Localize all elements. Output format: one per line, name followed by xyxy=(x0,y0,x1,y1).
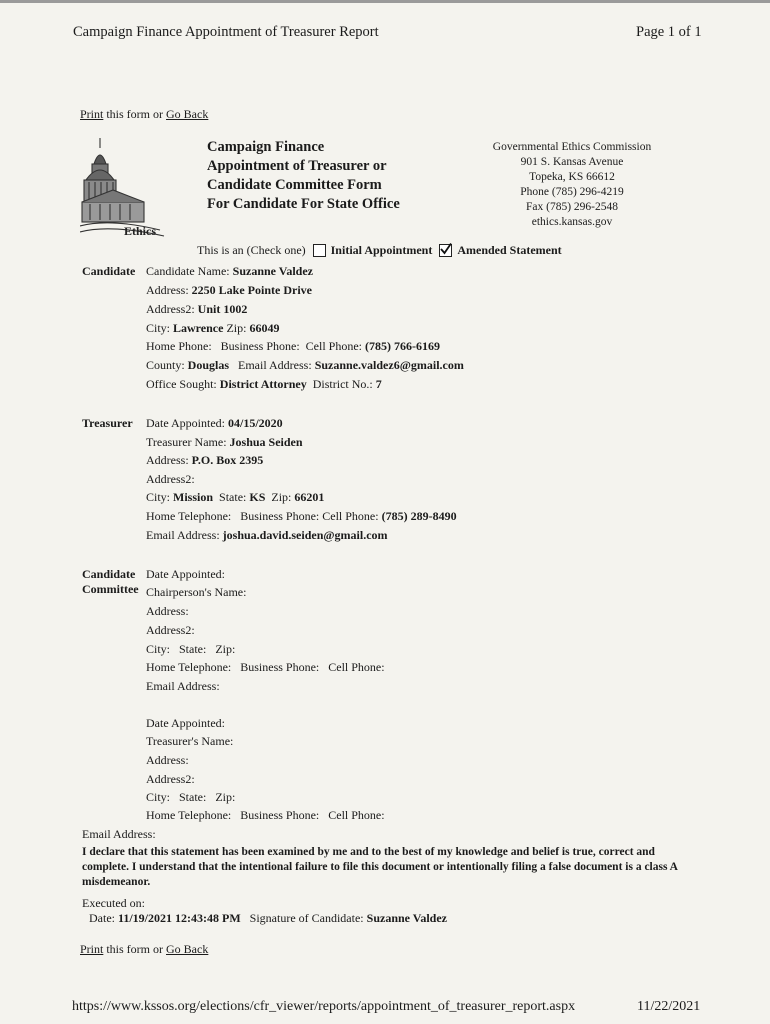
print-footer-url: https://www.kssos.org/elections/cfr_viewer/reports/appointment_of_treasurer_report.aspx xyxy=(72,999,576,1014)
committee-section-line: Candidate xyxy=(82,567,136,581)
commission-name: Governmental Ethics Commission xyxy=(492,141,652,153)
form-title-line: Candidate Committee Form xyxy=(207,177,382,193)
initial-appointment-checkbox[interactable] xyxy=(313,244,326,257)
field-label: Zip: xyxy=(223,321,250,335)
check-prompt: This is an (Check one) xyxy=(197,243,306,257)
committee-treasurer-date-row: Date Appointed: xyxy=(146,716,225,730)
amended-statement-label: Amended Statement xyxy=(457,243,562,257)
treasurer-phone-row xyxy=(146,509,457,524)
candidate-name: Suzanne Valdez xyxy=(232,264,313,278)
candidate-county-row xyxy=(146,358,464,373)
print-header-title: Campaign Finance Appointment of Treasurer Report xyxy=(73,24,379,40)
committee-treasurer-name-row: Treasurer's Name: xyxy=(146,734,234,748)
candidate-city-row xyxy=(146,321,279,336)
field-label: Address: xyxy=(146,453,192,467)
committee-phone-row: Home Telephone: Business Phone: Cell Phone: xyxy=(146,660,385,674)
field-label: District No.: xyxy=(306,377,376,391)
committee-section-line: Committee xyxy=(82,582,139,596)
print-footer-date: 11/22/2021 xyxy=(637,999,701,1014)
field-label: Date Appointed: xyxy=(146,416,228,430)
treasurer-state: KS xyxy=(249,490,266,504)
emblem-caption: Ethics xyxy=(124,224,157,238)
field-label: Treasurer Name: xyxy=(146,435,230,449)
capitol-ethics-emblem xyxy=(80,134,166,238)
committee-treasurer-email-row: Email Address: xyxy=(82,827,156,841)
candidate-address-row xyxy=(146,283,312,298)
candidate-address2: Unit 1002 xyxy=(197,302,248,316)
checkmark-icon xyxy=(439,242,453,256)
field-label: City: xyxy=(146,321,174,335)
field-label: Candidate Name: xyxy=(146,264,233,278)
committee-treasurer-phone-row: Home Telephone: Business Phone: Cell Phone: xyxy=(146,808,385,822)
commission-address xyxy=(474,140,670,230)
treasurer-cell-phone: (785) 289-8490 xyxy=(381,509,457,523)
treasurer-city-row xyxy=(146,490,324,505)
candidate-email: Suzanne.valdez6@gmail.com xyxy=(314,358,464,372)
candidate-section-label: Candidate xyxy=(82,264,136,278)
committee-chair-row: Chairperson's Name: xyxy=(146,585,247,599)
committee-city-row: City: State: Zip: xyxy=(146,642,236,656)
candidate-signature: Suzanne Valdez xyxy=(366,911,447,925)
field-label: Address2: xyxy=(146,302,198,316)
treasurer-address-row xyxy=(146,453,263,468)
print-link[interactable]: Print xyxy=(80,942,104,956)
executed-label: Executed on: xyxy=(82,896,145,910)
statement-type-row xyxy=(197,243,562,258)
form-title-line: Campaign Finance xyxy=(207,139,325,155)
field-label: County: xyxy=(146,358,188,372)
print-header-page: Page 1 of 1 xyxy=(636,24,702,40)
treasurer-name-row xyxy=(146,435,303,450)
treasurer-email: joshua.david.seiden@gmail.com xyxy=(222,528,388,542)
field-label: Email Address: xyxy=(229,358,315,372)
committee-date-row: Date Appointed: xyxy=(146,567,225,581)
nav-bottom xyxy=(80,942,208,957)
candidate-office: District Attorney xyxy=(219,377,307,391)
field-label: Office Sought: xyxy=(146,377,220,391)
candidate-cell-phone: (785) 766-6169 xyxy=(365,339,440,353)
executed-row xyxy=(89,911,447,926)
candidate-phone-row xyxy=(146,339,440,354)
commission-fax: Fax (785) 296-2548 xyxy=(526,201,618,213)
committee-address2-row: Address2: xyxy=(146,623,195,637)
committee-treasurer-city-row: City: State: Zip: xyxy=(146,790,236,804)
candidate-address2-row xyxy=(146,302,247,317)
initial-appointment-label: Initial Appointment xyxy=(330,243,433,257)
commission-phone: Phone (785) 296-4219 xyxy=(520,186,624,198)
treasurer-city: Mission xyxy=(173,490,214,504)
candidate-name-row xyxy=(146,264,313,279)
field-label: Date: xyxy=(89,911,118,925)
field-label: Home Phone: Business Phone: Cell Phone: xyxy=(146,339,365,353)
treasurer-email-row xyxy=(146,528,388,543)
treasurer-address2-row: Address2: xyxy=(146,472,195,486)
nav-text: this form or xyxy=(103,107,167,121)
form-title-line: For Candidate For State Office xyxy=(207,196,400,212)
treasurer-date: 04/15/2020 xyxy=(227,416,283,430)
commission-street: 901 S. Kansas Avenue xyxy=(520,156,624,168)
candidate-county: Douglas xyxy=(187,358,230,372)
treasurer-section-label: Treasurer xyxy=(82,416,133,430)
candidate-district: 7 xyxy=(375,377,382,391)
field-label: City: xyxy=(146,490,174,504)
nav-top xyxy=(80,107,208,122)
form-title xyxy=(207,138,400,214)
commission-web: ethics.kansas.gov xyxy=(531,216,613,228)
treasurer-address: P.O. Box 2395 xyxy=(191,453,264,467)
field-label: Home Telephone: Business Phone: Cell Phone: xyxy=(146,509,382,523)
treasurer-date-row xyxy=(146,416,283,431)
field-label: Signature of Candidate: xyxy=(240,911,367,925)
committee-treasurer-address-row: Address: xyxy=(146,753,189,767)
committee-section-label xyxy=(82,567,139,597)
commission-city: Topeka, KS 66612 xyxy=(529,171,615,183)
committee-address-row: Address: xyxy=(146,604,189,618)
treasurer-name: Joshua Seiden xyxy=(229,435,303,449)
candidate-zip: 66049 xyxy=(249,321,280,335)
print-link[interactable]: Print xyxy=(80,107,104,121)
nav-text: this form or xyxy=(103,942,167,956)
field-label: Email Address: xyxy=(146,528,223,542)
form-title-line: Appointment of Treasurer or xyxy=(207,158,387,174)
field-label: Address: xyxy=(146,283,192,297)
treasurer-zip: 66201 xyxy=(294,490,325,504)
candidate-city: Lawrence xyxy=(173,321,224,335)
field-label: Zip: xyxy=(265,490,295,504)
go-back-link[interactable]: Go Back xyxy=(166,942,209,956)
scan-top-edge xyxy=(0,0,770,3)
candidate-office-row xyxy=(146,377,382,392)
candidate-address: 2250 Lake Pointe Drive xyxy=(191,283,312,297)
committee-email-row: Email Address: xyxy=(146,679,220,693)
committee-treasurer-address2-row: Address2: xyxy=(146,772,195,786)
declaration-text: I declare that this statement has been examined by me and to the best of my knowledge and belief is true, correct and complete. I understand that the intentional failure to file this document or intentionally filing a false document is a class A misdemeanor. xyxy=(82,846,678,888)
executed-date: 11/19/2021 12:43:48 PM xyxy=(118,911,241,925)
field-label: State: xyxy=(213,490,250,504)
amended-statement-checkbox[interactable] xyxy=(439,244,452,257)
go-back-link[interactable]: Go Back xyxy=(166,107,209,121)
